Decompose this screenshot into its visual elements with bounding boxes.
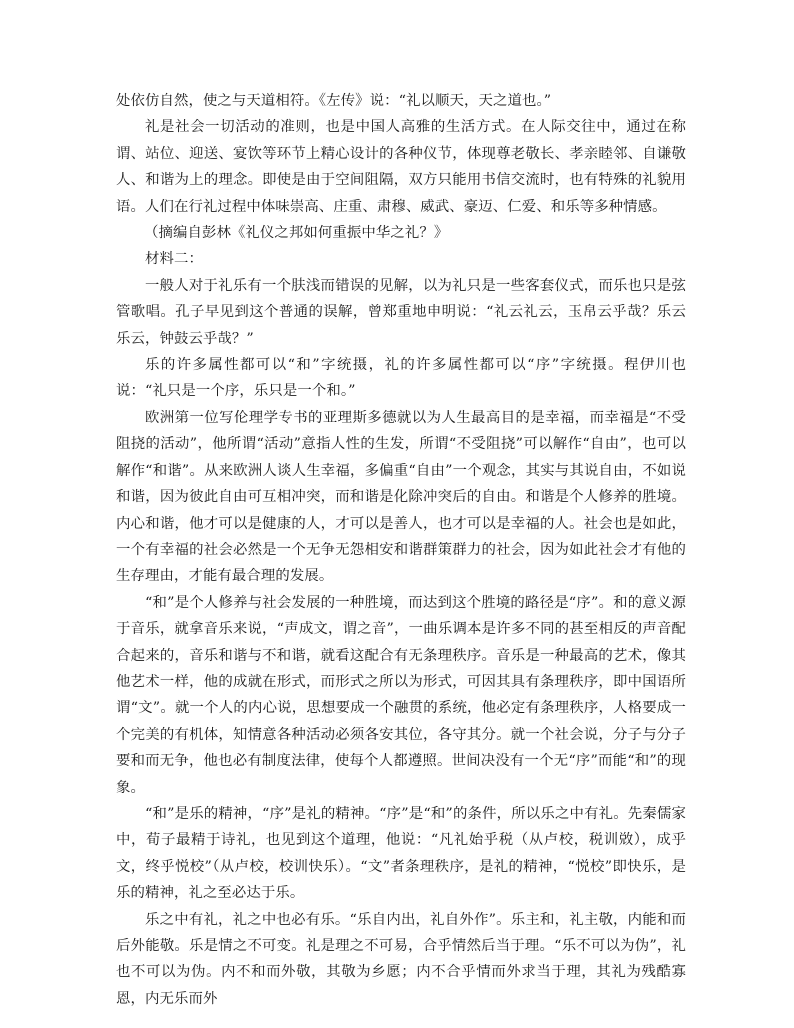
paragraph-1: 处依仿自然，使之与天道相符。《左传》说：“礼以顺天，天之道也。” — [116, 93, 552, 109]
paragraph-6: 乐的许多属性都可以“和”字统摄，礼的许多属性都可以“序”字统摄。程伊川也说：“礼只是一个序，乐只是一个和。” — [116, 357, 686, 400]
paragraph-8: “和”是个人修养与社会发展的一种胜境，而达到这个胜境的路径是“序”。和的意义源于音乐，就拿音乐来说，“声成文，谓之音”，一曲乐调本是许多不同的甚至相反的声音配合起来的，音乐和谐与不和谐，就看这配合有无条理秩序。音乐是一种最高的艺术，像其他艺术一样，他的成就在形式，而形式之所以为形式，可因其具有条理秩序，即中国语所谓“文”。就一个人的内心说，思想要成一个融贯的系统，他必定有条理秩序，人格要成一个完美的有机体，知情意各种活动必须各安其位，各守其分。就一个社会说，分子与分子要和而无争，他也必有制度法律，使每个人都遵照。世间决没有一个无“序”而能“和”的现象。 — [116, 594, 686, 796]
paragraph-2: 礼是社会一切活动的准则，也是中国人高雅的生活方式。在人际交往中，通过在称谓、站位、迎送、宴饮等环节上精心设计的各种仪节，体现尊老敬长、孝亲睦邻、自谦敬人、和谐为上的理念。即使是由于空间阻隔，双方只能用书信交流时，也有特殊的礼貌用语。人们在行礼过程中体味崇高、庄重、肃穆、威武、豪迈、仁爱、和乐等多种情感。 — [116, 119, 686, 215]
section-heading-material-two: 材料二： — [145, 251, 203, 268]
paragraph-9: “和”是乐的精神，“序”是礼的精神。“序”是“和”的条件，所以乐之中有礼。先秦儒家中，荀子最精于诗礼，也见到这个道理，他说：“凡礼始乎税（从卢校，税训敚），成乎文，终乎悦校”（从卢校，校训快乐）。“文”者条理秩序，是礼的精神，“悦校”即快乐，是乐的精神，礼之至必达于乐。 — [116, 805, 686, 902]
paragraph-7: 欧洲第一位写伦理学专书的亚理斯多德就以为人生最高目的是幸福，而幸福是“不受阻挠的活动”，他所谓“活动”意指人性的生发，所谓“不受阻挠”可以解作“自由”，也可以解作“和谐”。从来欧洲人谈人生幸福，多偏重“自由”一个观念，其实与其说自由，不如说和谐，因为彼此自由可互相冲突，而和谐是化除冲突后的自由。和谐是个人修养的胜境。内心和谐，他才可以是健康的人，才可以是善人，也才可以是幸福的人。社会也是如此，一个有幸福的社会必然是一个无争无怨相安和谐群策群力的社会，因为如此社会才有他的生存理由，才能有最合理的发展。 — [116, 409, 686, 585]
source-citation: （摘编自彭林《礼仪之邦如何重振中华之礼？》 — [144, 225, 449, 242]
paragraph-10: 乐之中有礼，礼之中也必有乐。“乐自内出，礼自外作”。乐主和，礼主敬，内能和而后外能敬。乐是情之不可变。礼是理之不可易，合乎情然后当于理。“乐不可以为伪”，礼也不可以为伪。内不和而外敬，其敬为乡愿；内不合乎情而外求当于理，其礼为残酷寡恩，内无乐而外 — [116, 911, 686, 1007]
paragraph-5: 一般人对于礼乐有一个肤浅而错误的见解，以为礼只是一些客套仪式，而乐也只是弦管歌唱。孔子早见到这个普通的误解，曾郑重地申明说：“礼云礼云，玉帛云乎哉？乐云乐云，钟鼓云乎哉？” — [116, 277, 686, 347]
document-page — [116, 88, 686, 1012]
